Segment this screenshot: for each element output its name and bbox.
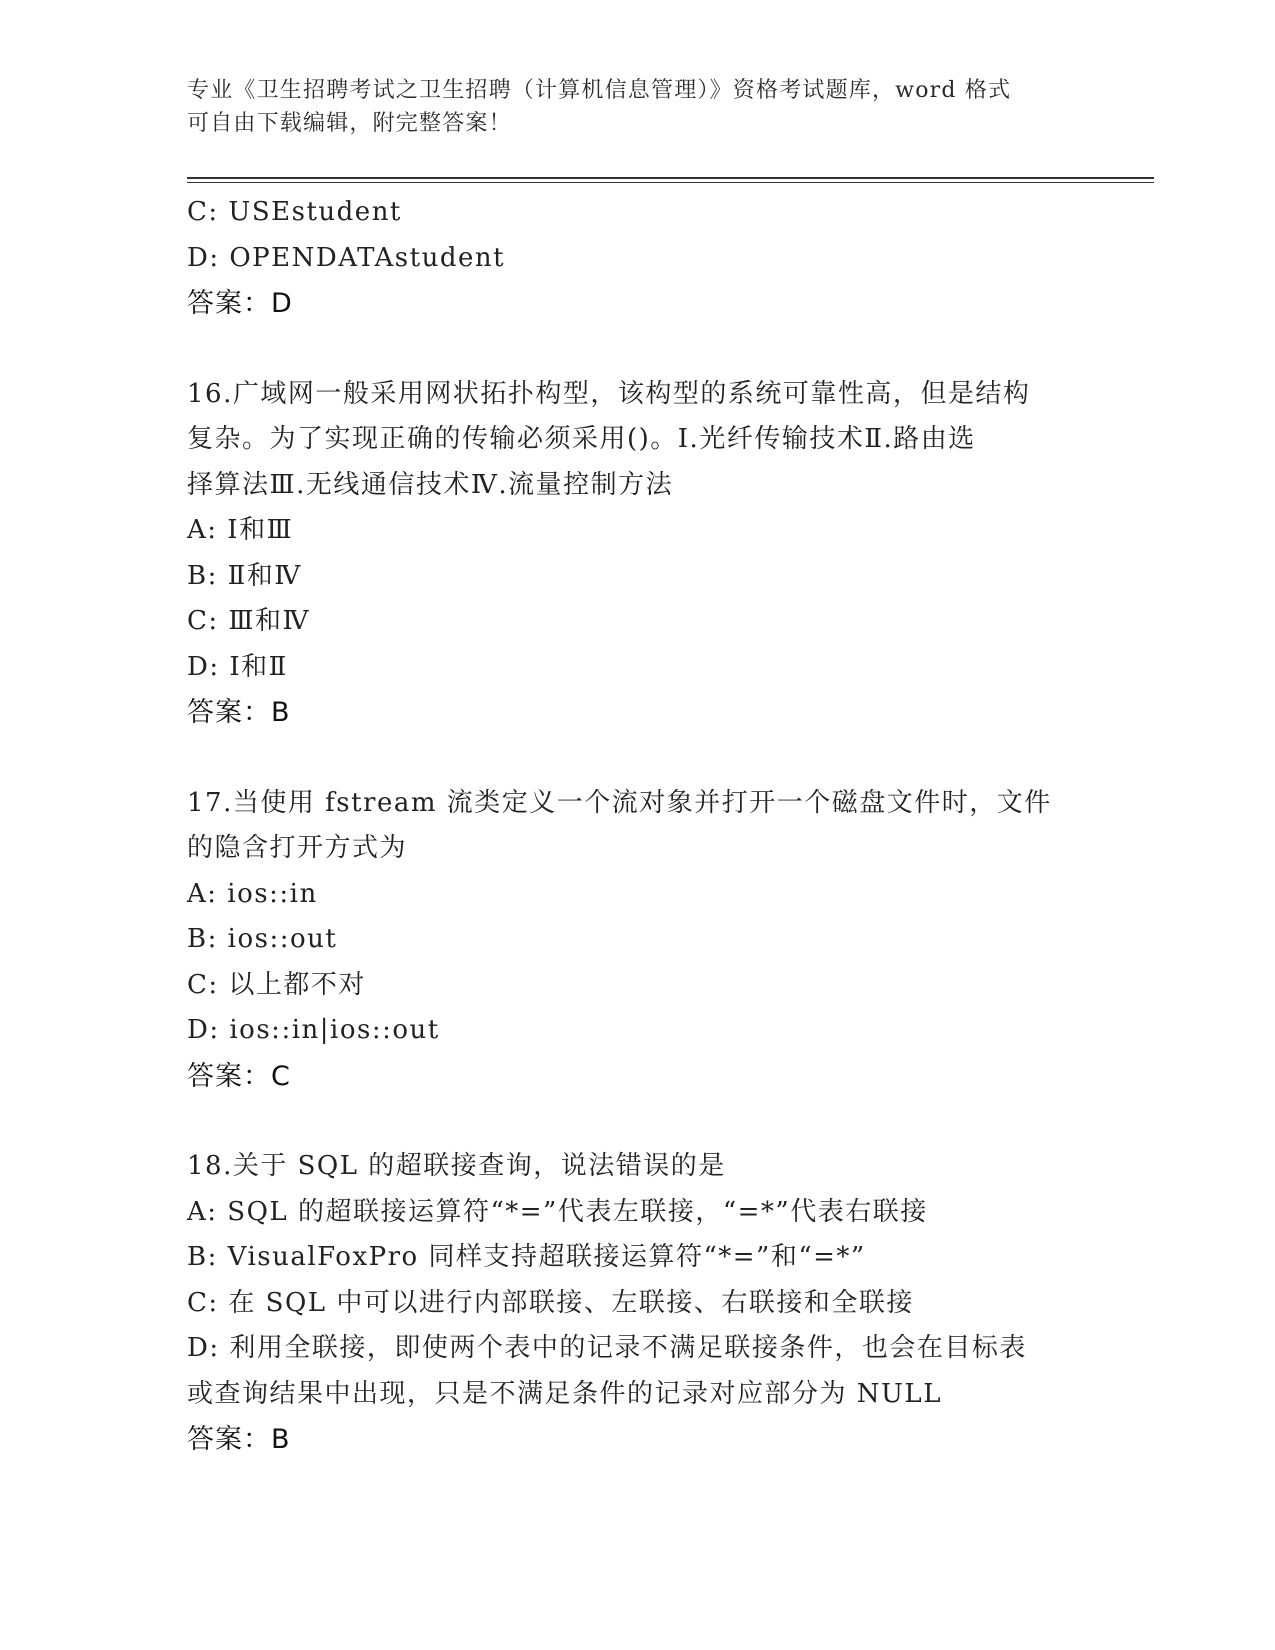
option-c: C: 在 SQL 中可以进行内部联接、左联接、右联接和全联接 xyxy=(187,1287,914,1318)
question-18 xyxy=(187,1144,1087,1463)
option-d: D: 利用全联接，即使两个表中的记录不满足联接条件，也会在目标表 xyxy=(187,1333,1027,1363)
option-a: A: SQL 的超联接运算符“*=”代表左联接，“=*”代表右联接 xyxy=(187,1196,928,1227)
option-d: D: OPENDATAstudent xyxy=(187,242,506,273)
question-list xyxy=(187,190,1087,1463)
answer-line: 答案：B xyxy=(187,1424,291,1455)
option-a: A: Ⅰ和Ⅲ xyxy=(187,515,294,545)
answer-line: 答案：C xyxy=(187,1060,291,1092)
option-d-continued: 或查询结果中出现，只是不满足条件的记录对应部分为 NULL xyxy=(187,1378,942,1409)
option-d: D: Ⅰ和Ⅱ xyxy=(187,651,288,682)
question-16 xyxy=(187,372,1087,736)
option-c: C: USEstudent xyxy=(187,197,402,227)
question-17 xyxy=(187,781,1087,1100)
option-a: A: ios::in xyxy=(187,878,318,909)
option-b: B: ios::out xyxy=(187,924,338,954)
option-c: C: Ⅲ和Ⅳ xyxy=(187,606,310,636)
question-text-line: 择算法Ⅲ.无线通信技术Ⅳ.流量控制方法 xyxy=(187,469,674,500)
question-text-line: 的隐含打开方式为 xyxy=(187,833,408,863)
question-text-line: 18.关于 SQL 的超联接查询，说法错误的是 xyxy=(187,1151,726,1181)
option-d: D: ios::in|ios::out xyxy=(187,1015,440,1045)
header-line-2: 可自由下载编辑，附完整答案！ xyxy=(187,111,512,136)
answer-line: 答案：D xyxy=(187,288,293,319)
option-c: C: 以上都不对 xyxy=(187,969,366,1000)
header-rule-thick xyxy=(187,177,1154,179)
option-b: B: Ⅱ和Ⅳ xyxy=(187,560,302,591)
prev-question xyxy=(187,190,1087,327)
option-b: B: VisualFoxPro 同样支持超联接运算符“*=”和“=*” xyxy=(187,1242,866,1272)
answer-line: 答案：B xyxy=(187,697,291,728)
question-text-line: 17.当使用 fstream 流类定义一个流对象并打开一个磁盘文件时，文件 xyxy=(187,787,1052,818)
header-rule-thin xyxy=(187,182,1154,183)
document-header xyxy=(187,74,1067,140)
question-text-line: 16.广域网一般采用网状拓扑构型，该构型的系统可靠性高，但是结构 xyxy=(187,378,1031,409)
question-text-line: 复杂。为了实现正确的传输必须采用()。Ⅰ.光纤传输技术Ⅱ.路由选 xyxy=(187,424,976,454)
header-line-1: 专业《卫生招聘考试之卫生招聘（计算机信息管理）》资格考试题库，word 格式 xyxy=(187,78,1012,103)
